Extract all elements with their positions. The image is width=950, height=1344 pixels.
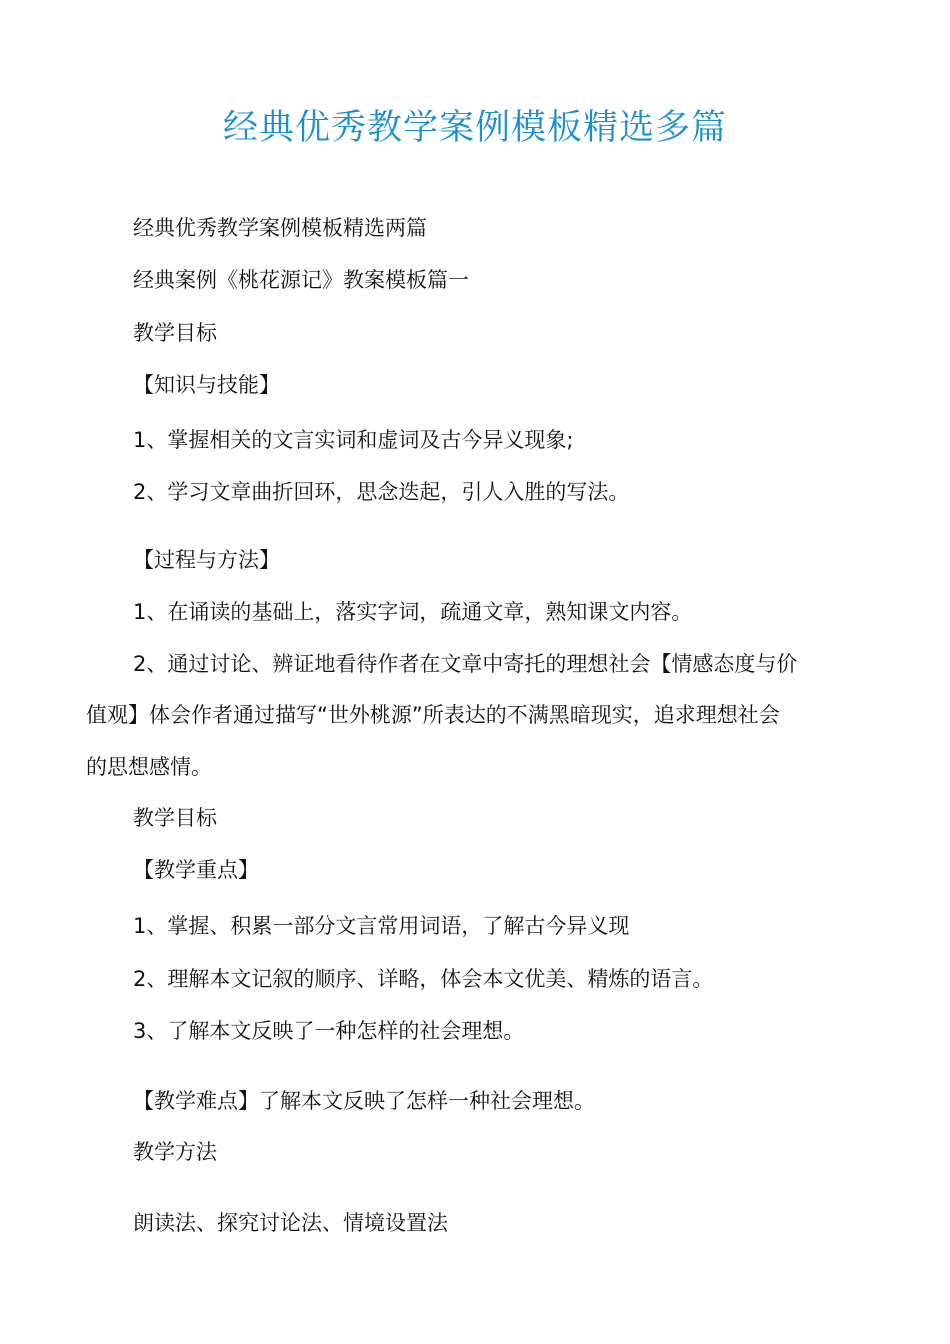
section-heading-methods: 教学方法: [133, 1140, 217, 1164]
paragraph-line: 1、掌握、积累一部分文言常用词语，了解古今异义现: [133, 914, 630, 938]
difficulty-line: 【教学难点】了解本文反映了怎样一种社会理想。: [133, 1089, 595, 1113]
document-title: 经典优秀教学案例模板精选多篇: [222, 108, 727, 148]
paragraph-line: 1、掌握相关的文言实词和虚词及古今异义现象;: [133, 428, 574, 452]
paragraph-line: 1、在诵读的基础上，落实字词，疏通文章，熟知课文内容。: [133, 600, 693, 624]
paragraph-line: 朗读法、探究讨论法、情境设置法: [133, 1211, 448, 1235]
paragraph-line: 的思想感情。: [86, 755, 212, 779]
paragraph-line: 2、学习文章曲折回环，思念迭起，引人入胜的写法。: [133, 480, 630, 504]
paragraph-line: 3、了解本文反映了一种怎样的社会理想。: [133, 1019, 525, 1043]
paragraph-line: 2、理解本文记叙的顺序、详略，体会本文优美、精炼的语言。: [133, 967, 714, 991]
subtitle-line: 经典优秀教学案例模板精选两篇: [133, 216, 427, 240]
lesson-heading: 经典案例《桃花源记》教案模板篇一: [133, 268, 469, 292]
subsection-process-method: 【过程与方法】: [133, 548, 280, 572]
section-heading-objectives: 教学目标: [133, 806, 217, 830]
paragraph-line: 2、通过讨论、辨证地看待作者在文章中寄托的理想社会【情感态度与价: [133, 652, 798, 676]
section-heading-objectives: 教学目标: [133, 321, 217, 345]
paragraph-line: 值观】体会作者通过描写“世外桃源”所表达的不满黑暗现实，追求理想社会: [86, 703, 780, 727]
subsection-knowledge-skills: 【知识与技能】: [133, 373, 280, 397]
subsection-key-points: 【教学重点】: [133, 858, 259, 882]
